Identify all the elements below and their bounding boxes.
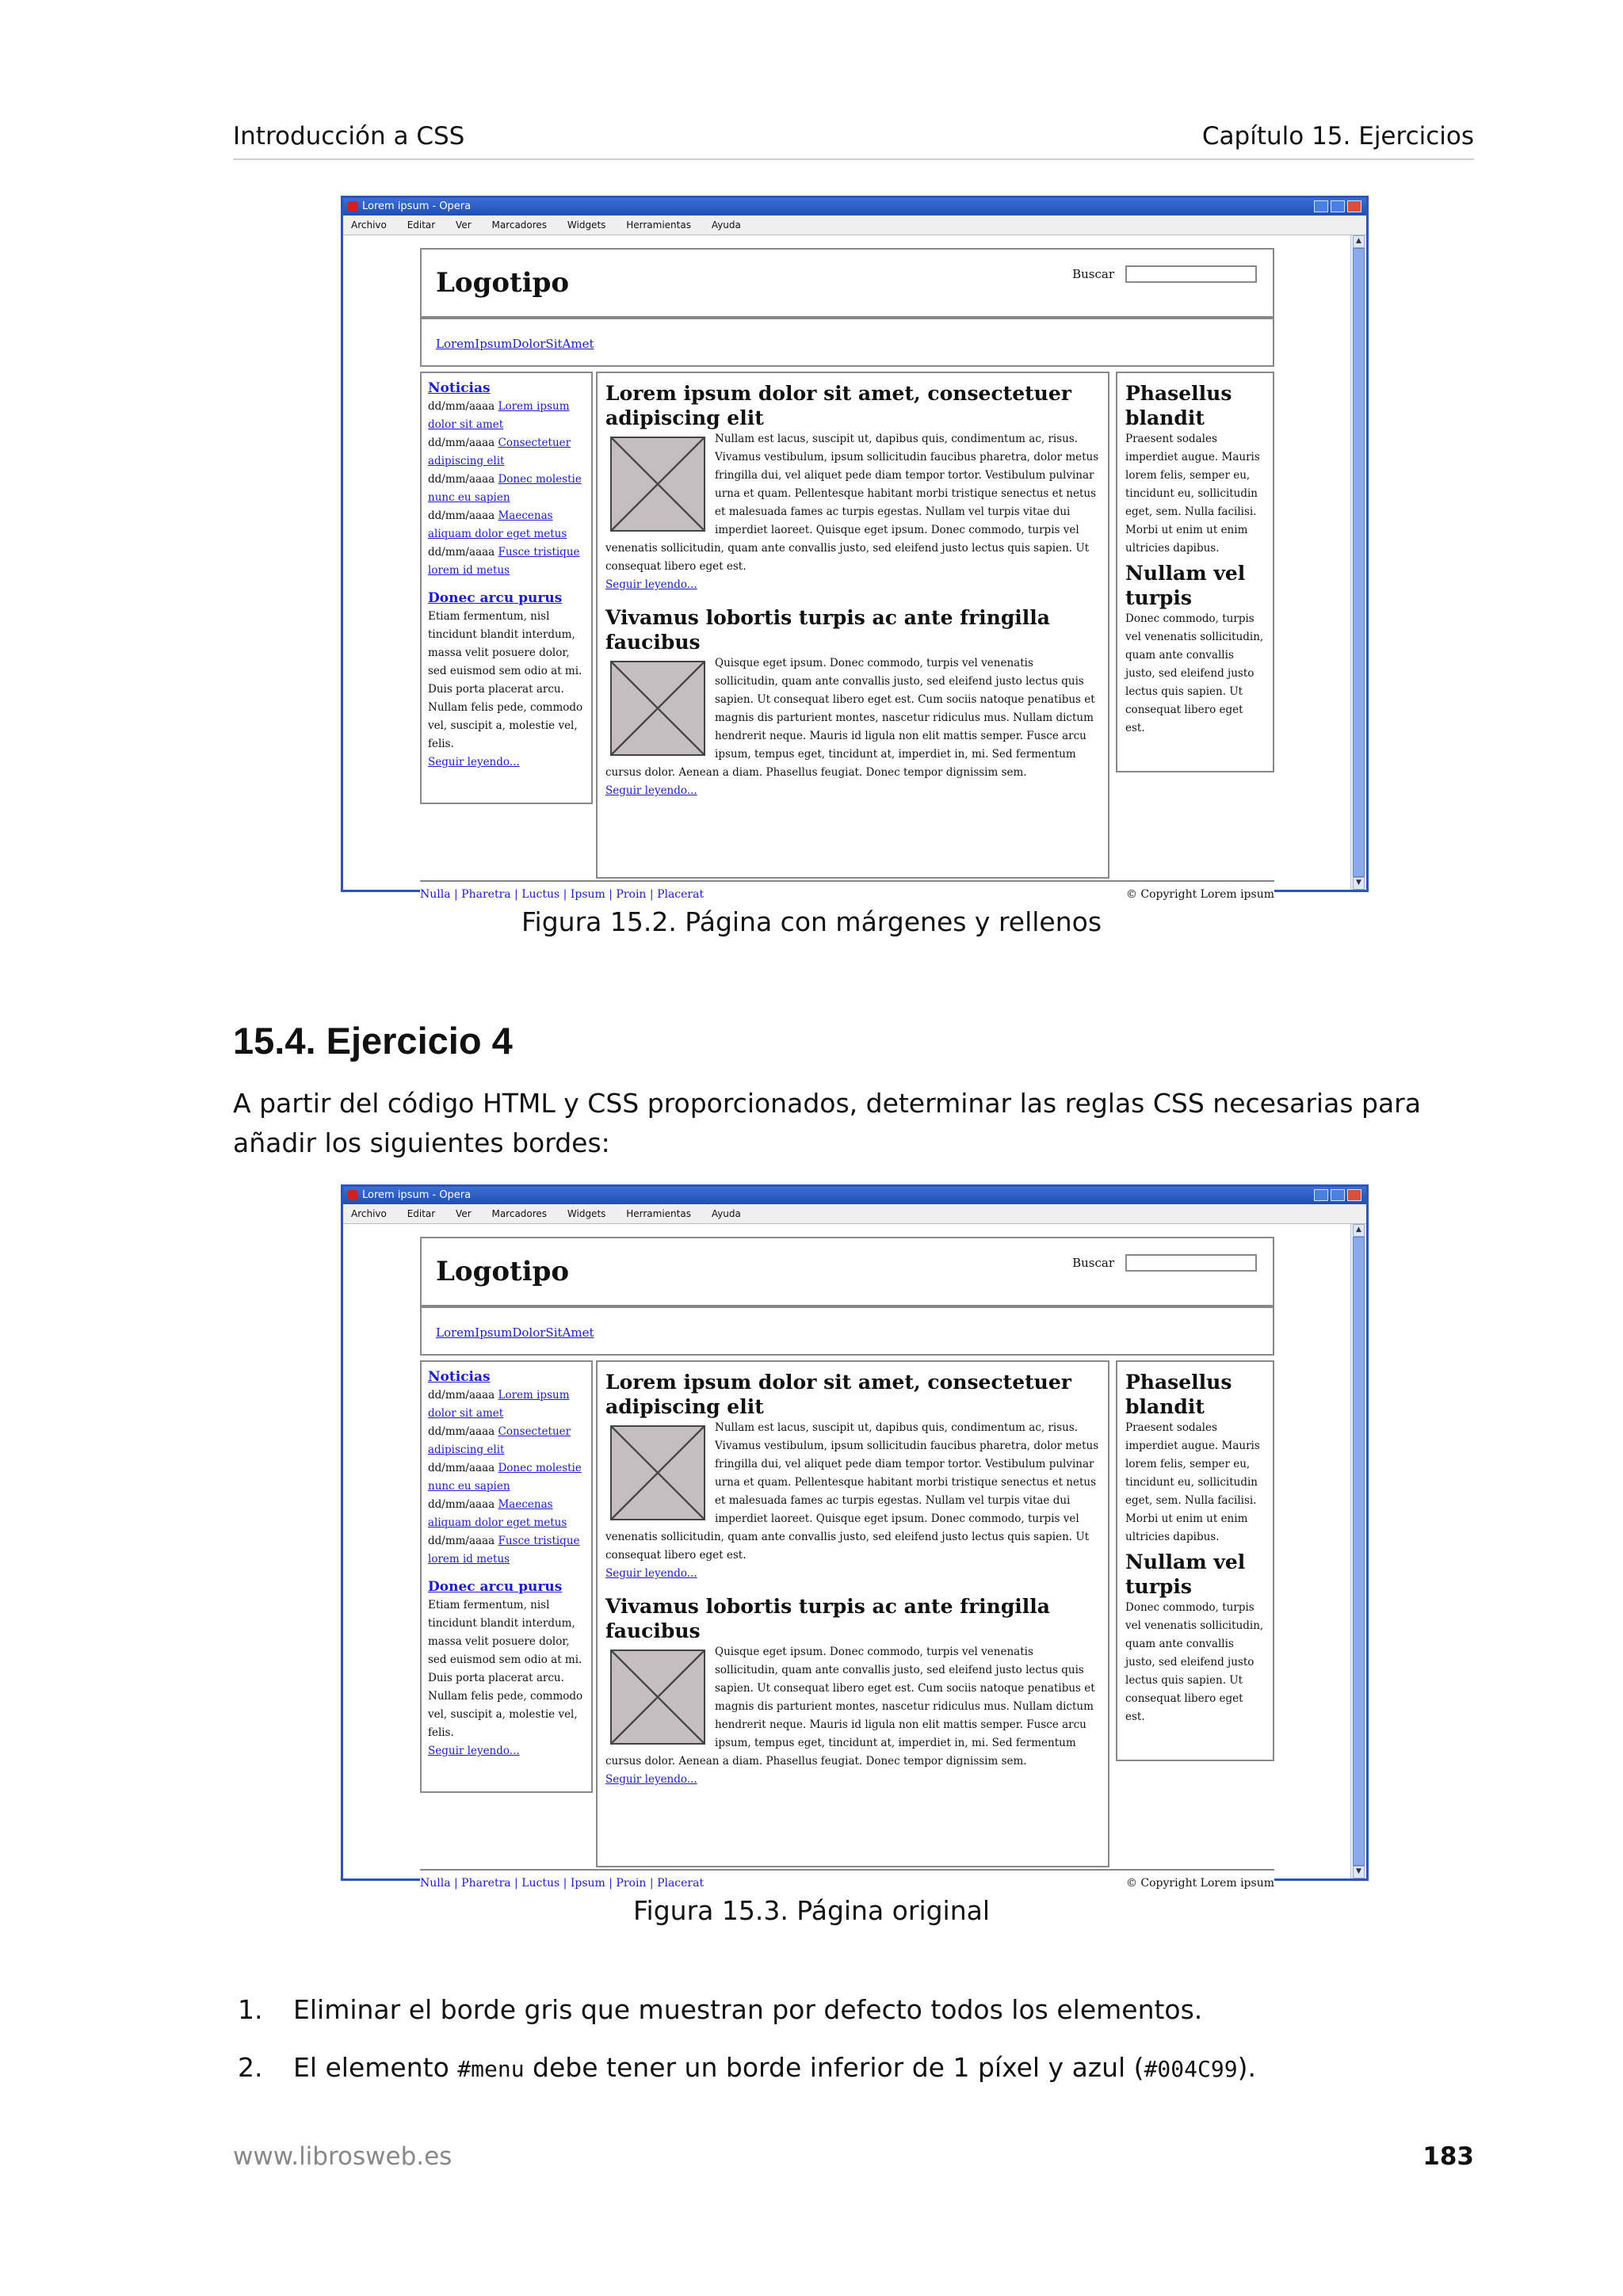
article-title: Vivamus lobortis turpis ac ante fringilla faucibus bbox=[605, 1595, 1050, 1642]
scroll-up-icon[interactable]: ▲ bbox=[1353, 235, 1365, 248]
site-header bbox=[420, 248, 1274, 318]
section-title: 15.4. Ejercicio 4 bbox=[233, 1020, 513, 1062]
figure-2-caption: Figura 15.3. Página original bbox=[632, 1895, 991, 1926]
news-item: dd/mm/aaaa Consectetuer adipiscing elit bbox=[428, 437, 571, 467]
chapter-title: Capítulo 15. Ejercicios bbox=[1201, 122, 1474, 151]
box2-title[interactable]: Donec arcu purus bbox=[428, 1579, 563, 1595]
browser-window bbox=[341, 1184, 1369, 1890]
footer-links[interactable]: Nulla | Pharetra | Luctus | Ipsum | Proin | Placerat bbox=[420, 888, 705, 901]
opera-icon bbox=[348, 201, 358, 212]
menu-item-widgets[interactable]: Widgets bbox=[567, 1208, 606, 1219]
image-placeholder bbox=[610, 437, 705, 532]
page-footer bbox=[233, 2142, 1474, 2171]
browser-menubar bbox=[343, 215, 1366, 235]
news-item: dd/mm/aaaa Consectetuer adipiscing elit bbox=[428, 1425, 571, 1456]
browser-viewport bbox=[343, 235, 1350, 901]
book-title: Introducción a CSS bbox=[233, 122, 465, 151]
close-icon[interactable] bbox=[1347, 1189, 1361, 1201]
main-content bbox=[596, 372, 1109, 879]
left-sidebar bbox=[420, 1360, 593, 1793]
right-sidebar bbox=[1116, 372, 1274, 772]
menu-link[interactable]: LoremIpsumDolorSitAmet bbox=[436, 337, 594, 351]
article-title: Vivamus lobortis turpis ac ante fringilla faucibus bbox=[605, 606, 1050, 654]
copyright: © Copyright Lorem ipsum bbox=[1125, 888, 1274, 901]
browser-window bbox=[341, 196, 1369, 901]
menu-item-ver[interactable]: Ver bbox=[456, 219, 472, 231]
read-more-link[interactable]: Seguir leyendo... bbox=[605, 1773, 697, 1786]
footer-url: www.librosweb.es bbox=[233, 2142, 453, 2171]
search-input[interactable] bbox=[1125, 1254, 1257, 1272]
read-more-link[interactable]: Seguir leyendo... bbox=[605, 578, 697, 591]
right-box-title: Phasellus blandit bbox=[1125, 1371, 1232, 1418]
search-label: Buscar bbox=[1072, 267, 1114, 281]
menu-item-widgets[interactable]: Widgets bbox=[567, 219, 606, 231]
menu-link[interactable]: LoremIpsumDolorSitAmet bbox=[436, 1325, 594, 1340]
scroll-thumb[interactable] bbox=[1353, 1237, 1365, 1866]
scroll-up-icon[interactable]: ▲ bbox=[1353, 1224, 1365, 1237]
site-logo: Logotipo bbox=[436, 267, 570, 299]
image-placeholder bbox=[610, 1425, 705, 1520]
list-item: 1. Eliminar el borde gris que muestran por defecto todos los elementos. bbox=[238, 1994, 1203, 2025]
menu-item-ayuda[interactable]: Ayuda bbox=[711, 219, 741, 231]
read-more-link[interactable]: Seguir leyendo... bbox=[605, 784, 697, 797]
scroll-thumb[interactable] bbox=[1353, 248, 1365, 877]
menu-item-archivo[interactable]: Archivo bbox=[351, 219, 387, 231]
article-title: Lorem ipsum dolor sit amet, consectetuer adipiscing elit bbox=[605, 382, 1071, 429]
image-placeholder bbox=[610, 1650, 705, 1745]
news-item: dd/mm/aaaa Maecenas aliquam dolor eget metus bbox=[428, 509, 567, 540]
close-icon[interactable] bbox=[1347, 200, 1361, 212]
left-sidebar bbox=[420, 372, 593, 804]
news-title[interactable]: Noticias bbox=[428, 380, 491, 396]
minimize-icon[interactable] bbox=[1314, 200, 1328, 212]
site-logo: Logotipo bbox=[436, 1256, 570, 1287]
news-item: dd/mm/aaaa Donec molestie nunc eu sapien bbox=[428, 473, 582, 504]
right-box-title: Phasellus blandit bbox=[1125, 382, 1232, 429]
list-item: 2. El elemento #menu debe tener un borde inferior de 1 píxel y azul (#004C99). bbox=[238, 2052, 1256, 2083]
menu-item-editar[interactable]: Editar bbox=[407, 219, 436, 231]
window-titlebar: Lorem ipsum - Opera bbox=[343, 198, 1366, 215]
box2-text: Etiam fermentum, nisl tincidunt blandit interdum, massa velit posuere dolor, sed euismod sem odio at mi. Duis porta placerat arcu. Nullam felis pede, commodo vel, suscipit a, molestie vel, felis. bbox=[428, 1599, 583, 1739]
menu-item-editar[interactable]: Editar bbox=[407, 1208, 436, 1219]
news-title[interactable]: Noticias bbox=[428, 1369, 491, 1385]
maximize-icon[interactable] bbox=[1331, 200, 1345, 212]
menu-item-marcadores[interactable]: Marcadores bbox=[491, 219, 548, 231]
figure-1-caption: Figura 15.2. Página con márgenes y rellenos bbox=[521, 906, 1102, 937]
main-content bbox=[596, 1360, 1109, 1867]
news-item: dd/mm/aaaa Maecenas aliquam dolor eget metus bbox=[428, 1498, 567, 1529]
right-box-text: Praesent sodales imperdiet augue. Mauris lorem felis, semper eu, tincidunt eu, sollicitudin eget, sem. Nulla facilisi. Morbi ut enim ut enim ultricies dapibus. bbox=[1125, 433, 1260, 555]
figure-2-screenshot bbox=[341, 1184, 1369, 1890]
menu-item-archivo[interactable]: Archivo bbox=[351, 1208, 387, 1219]
scroll-down-icon[interactable]: ▼ bbox=[1353, 877, 1365, 890]
browser-menubar bbox=[343, 1204, 1366, 1224]
figure-1-screenshot bbox=[341, 196, 1369, 901]
menu-item-herramientas[interactable]: Herramientas bbox=[626, 1208, 691, 1219]
scroll-down-icon[interactable]: ▼ bbox=[1353, 1866, 1365, 1878]
page-number: 183 bbox=[1423, 2142, 1474, 2171]
image-placeholder bbox=[610, 661, 705, 756]
site-menu bbox=[420, 318, 1274, 367]
search-label: Buscar bbox=[1072, 1256, 1114, 1270]
box2-text: Etiam fermentum, nisl tincidunt blandit interdum, massa velit posuere dolor, sed euismod sem odio at mi. Duis porta placerat arcu. Nullam felis pede, commodo vel, suscipit a, molestie vel, felis. bbox=[428, 610, 583, 750]
article-text: Nullam est lacus, suscipit ut, dapibus quis, condimentum ac, risus. Vivamus vestibulum, ipsum sollicitudin faucibus pharetra, dolor metus fringilla dui, vel aliquet pede diam tempor tortor. Vestibulum pulvinar urna et quam. Pellentesque habitant morbi tristique senectus et netus et malesuada fames ac turpis egestas. Nullam vel turpis vitae dui imperdiet laoreet. Quisque eget ipsum. Donec commodo, turpis vel venenatis sollicitudin, quam ante convallis justo, sed eleifend justo lectus quis sapien. Ut consequat libero eget est. bbox=[605, 1421, 1099, 1562]
scrollbar[interactable] bbox=[1350, 235, 1366, 890]
browser-viewport bbox=[343, 1224, 1350, 1890]
site-header bbox=[420, 1237, 1274, 1306]
menu-item-marcadores[interactable]: Marcadores bbox=[491, 1208, 548, 1219]
copyright: © Copyright Lorem ipsum bbox=[1125, 1877, 1274, 1890]
minimize-icon[interactable] bbox=[1314, 1189, 1328, 1201]
read-more-link[interactable]: Seguir leyendo... bbox=[605, 1567, 697, 1580]
right-box-text: Donec commodo, turpis vel venenatis sollicitudin, quam ante convallis justo, sed eleifend justo lectus quis sapien. Ut consequat libero eget est. bbox=[1125, 612, 1264, 734]
menu-item-herramientas[interactable]: Herramientas bbox=[626, 219, 691, 231]
right-box-text: Donec commodo, turpis vel venenatis sollicitudin, quam ante convallis justo, sed eleifend justo lectus quis sapien. Ut consequat libero eget est. bbox=[1125, 1601, 1264, 1723]
menu-item-ver[interactable]: Ver bbox=[456, 1208, 472, 1219]
page-header bbox=[233, 117, 1474, 160]
news-item: dd/mm/aaaa Lorem ipsum dolor sit amet bbox=[428, 400, 570, 431]
menu-item-ayuda[interactable]: Ayuda bbox=[711, 1208, 741, 1219]
footer-links[interactable]: Nulla | Pharetra | Luctus | Ipsum | Proin | Placerat bbox=[420, 1877, 705, 1890]
right-box-title: Nullam vel turpis bbox=[1125, 562, 1246, 609]
read-more-link[interactable]: Seguir leyendo... bbox=[428, 1745, 520, 1757]
right-box-title: Nullam vel turpis bbox=[1125, 1550, 1246, 1598]
article-text: Quisque eget ipsum. Donec commodo, turpis vel venenatis sollicitudin, quam ante convallis justo, sed eleifend justo lectus quis sapien. Ut consequat libero eget est. Cum sociis natoque penatibus et magnis dis parturient montes, nascetur ridiculus mus. Nullam dictum hendrerit neque. Mauris id ligula non elit mattis semper. Fusce arcu ipsum, tempus eget, tincidunt at, imperdiet in, mi. Sed fermentum cursus dolor. Aenean a diam. Phasellus feugiat. Donec tempor dignissim sem. bbox=[605, 1646, 1095, 1768]
article-text: Quisque eget ipsum. Donec commodo, turpis vel venenatis sollicitudin, quam ante convallis justo, sed eleifend justo lectus quis sapien. Ut consequat libero eget est. Cum sociis natoque penatibus et magnis dis parturient montes, nascetur ridiculus mus. Nullam dictum hendrerit neque. Mauris id ligula non elit mattis semper. Fusce arcu ipsum, tempus eget, tincidunt at, imperdiet in, mi. Sed fermentum cursus dolor. Aenean a diam. Phasellus feugiat. Donec tempor dignissim sem. bbox=[605, 657, 1095, 779]
search-input[interactable] bbox=[1125, 265, 1257, 283]
box2-title[interactable]: Donec arcu purus bbox=[428, 590, 563, 606]
article-title: Lorem ipsum dolor sit amet, consectetuer adipiscing elit bbox=[605, 1371, 1071, 1418]
news-item: dd/mm/aaaa Fusce tristique lorem id metus bbox=[428, 1535, 580, 1566]
news-item: dd/mm/aaaa Lorem ipsum dolor sit amet bbox=[428, 1389, 570, 1420]
news-item: dd/mm/aaaa Donec molestie nunc eu sapien bbox=[428, 1462, 582, 1493]
section-intro: A partir del código HTML y CSS proporcionados, determinar las reglas CSS necesarias para añadir los siguientes bordes: bbox=[233, 1088, 1421, 1158]
news-item: dd/mm/aaaa Fusce tristique lorem id metus bbox=[428, 546, 580, 577]
window-titlebar: Lorem ipsum - Opera bbox=[343, 1187, 1366, 1204]
opera-icon bbox=[348, 1190, 358, 1200]
exercise-list bbox=[238, 1981, 1256, 2098]
read-more-link[interactable]: Seguir leyendo... bbox=[428, 756, 520, 769]
right-sidebar bbox=[1116, 1360, 1274, 1761]
maximize-icon[interactable] bbox=[1331, 1189, 1345, 1201]
article-text: Nullam est lacus, suscipit ut, dapibus quis, condimentum ac, risus. Vivamus vestibulum, ipsum sollicitudin faucibus pharetra, dolor metus fringilla dui, vel aliquet pede diam tempor tortor. Vestibulum pulvinar urna et quam. Pellentesque habitant morbi tristique senectus et netus et malesuada fames ac turpis egestas. Nullam vel turpis vitae dui imperdiet laoreet. Quisque eget ipsum. Donec commodo, turpis vel venenatis sollicitudin, quam ante convallis justo, sed eleifend justo lectus quis sapien. Ut consequat libero eget est. bbox=[605, 433, 1099, 573]
right-box-text: Praesent sodales imperdiet augue. Mauris lorem felis, semper eu, tincidunt eu, sollicitudin eget, sem. Nulla facilisi. Morbi ut enim ut enim ultricies dapibus. bbox=[1125, 1421, 1260, 1543]
site-menu bbox=[420, 1306, 1274, 1356]
scrollbar[interactable] bbox=[1350, 1224, 1366, 1878]
